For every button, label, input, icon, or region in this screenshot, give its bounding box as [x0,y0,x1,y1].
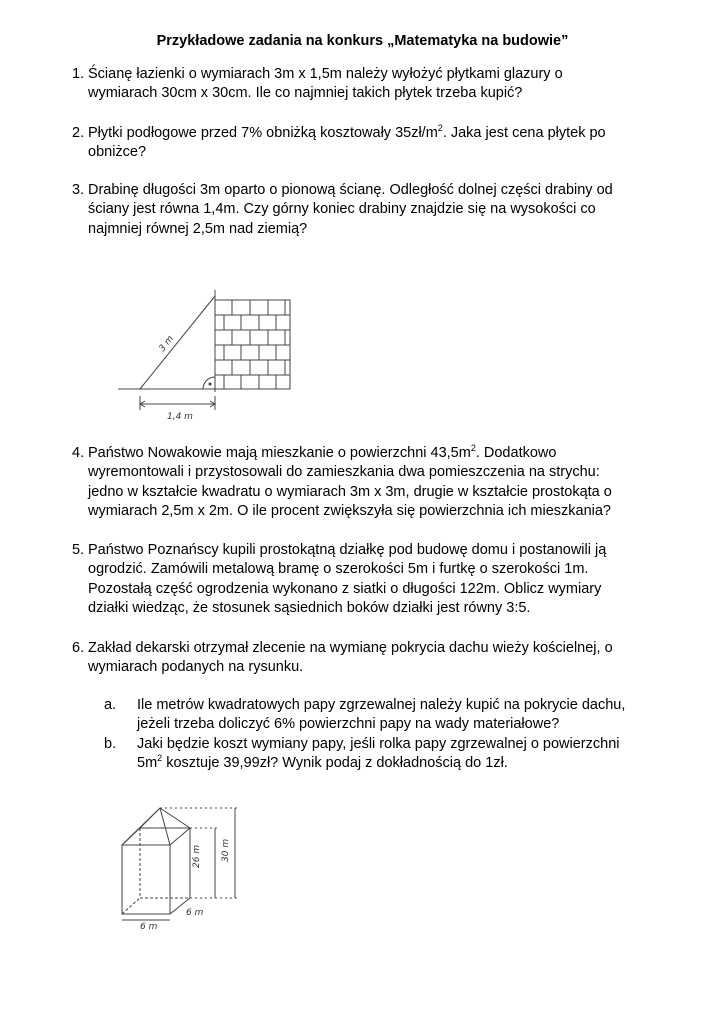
task-text-line: Zakład dekarski otrzymał zlecenie na wymianę pokrycia dachu wieży kościelnej, o [88,640,613,656]
task-text: Płytki podłogowe przed 7% obniżką kosztowały 35zł/m [88,125,438,141]
task-text-line: ogrodzić. Zamówili metalową bramę o szerokości 5m i furtkę o szerokości 1m. [88,561,589,578]
task-text: 5m [137,755,158,772]
task-text-line: obniżce? [88,144,147,161]
page-title: Przykładowe zadania na konkurs „Matematyka na budowie” [156,33,569,49]
ladder-length-label: 3 m [157,334,177,354]
task-text-line: wymiarach podanych na rysunku. [88,659,304,676]
total-height-label: 30 m [221,838,231,862]
task-text-line: Pozostałą część ogrodzenia wykonano z siatki o długości 122m. Oblicz wymiary [88,580,602,597]
task-text-line: Drabinę długości 3m oparto o pionową ścianę. Odległość dolnej części drabiny od [88,182,613,198]
task-number: 5. [72,542,85,558]
task-text-line: Państwo Poznańscy kupili prostokątną działkę pod budowę domu i postanowili ją [88,542,607,558]
task-text: . Dodatkowo [475,445,557,461]
task-text-line: wymiarach 2,5m x 2m. O ile procent zwiększyła się powierzchnia ich mieszkania? [88,503,611,520]
task-number: 6. [72,640,85,656]
task-text-line: Ścianę łazienki o wymiarach 3m x 1,5m należy wyłożyć płytkami glazury o [88,66,563,82]
task-text-line: Jaki będzie koszt wymiany papy, jeśli rolka papy zgrzewalnej o powierzchni [137,736,620,752]
body-height-label: 26 m [192,844,202,868]
task-text-line: działki wiedząc, że stosunek sąsiednich boków działki jest równy 3:5. [88,600,531,617]
side-width-label: 6 m [186,908,204,918]
task-text-line: najmniej równej 2,5m nad ziemią? [88,220,308,237]
superscript: 2 [437,123,443,134]
task-number: 1. [72,66,85,82]
superscript: 2 [157,753,163,764]
superscript: 2 [470,443,476,454]
subtask-letter: a. [104,697,117,713]
base-distance-label: 1,4 m [167,412,193,422]
subtask-letter: b. [104,736,117,752]
task-text: Państwo Nowakowie mają mieszkanie o powierzchni 43,5m [88,445,471,461]
task-number: 3. [72,182,85,198]
task-text-line: jedno w kształcie kwadratu o wymiarach 3m x 3m, drugie w kształcie prostokąta o [88,483,612,500]
task-text: . Jaka jest cena płytek po [442,125,606,141]
task-text-line: ściany jest równa 1,4m. Czy górny koniec drabiny znajdzie się na wysokości co [88,201,596,218]
front-width-label: 6 m [140,922,158,932]
task-text-line: Ile metrów kwadratowych papy zgrzewalnej należy kupić na pokrycie dachu, [137,697,626,713]
task-text-line: wyremontowali i przystosowali do zamieszkania dwa pomieszczenia na strychu: [88,464,600,481]
task-text: kosztuje 39,99zł? Wynik podaj z dokładnością do 1zł. [162,755,508,772]
task-number: 4. [72,445,85,461]
task-number: 2. [72,125,85,141]
task-text-line: wymiarach 30cm x 30cm. Ile co najmniej takich płytek trzeba kupić? [88,85,523,102]
task-text-line: jeżeli trzeba doliczyć 6% powierzchni papy na wady materiałowe? [137,716,560,733]
